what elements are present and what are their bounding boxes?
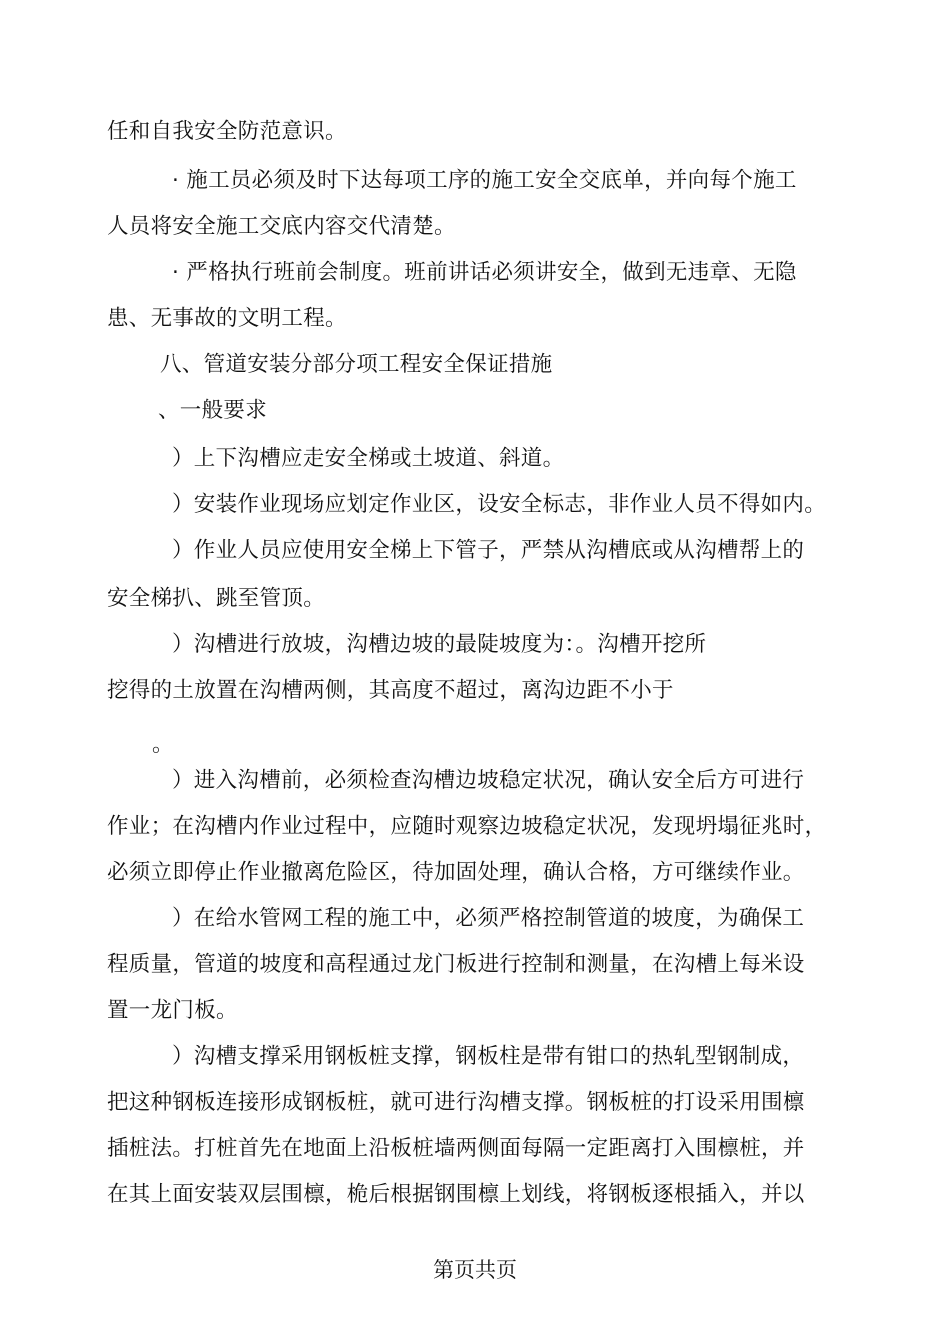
subsection-heading: 、一般要求: [158, 398, 268, 423]
text-line: 作业；在沟槽内作业过程中，应随时观察边坡稳定状况，发现坍塌征兆时，: [107, 814, 827, 839]
text-line: 程质量，管道的坡度和高程通过龙门板进行控制和测量，在沟槽上每米设: [107, 952, 805, 977]
page-footer: 第页共页: [433, 1258, 517, 1282]
text-line: 安全梯扒、跳至管顶。: [107, 586, 326, 611]
text-line: 患、无事故的文明工程。: [107, 306, 347, 331]
list-item-line: ）沟槽支撑采用钢板桩支撑，钢板柱是带有钳口的热轧型钢制成，: [172, 1044, 805, 1069]
list-item-line: ）进入沟槽前，必须检查沟槽边坡稳定状况，确认安全后方可进行: [172, 768, 805, 793]
text-line: 任和自我安全防范意识。: [107, 119, 347, 144]
text-line: 插桩法。打桩首先在地面上沿板桩墙两侧面每隔一定距离打入围檩桩，并: [107, 1136, 805, 1161]
text-line: 人员将安全施工交底内容交代清楚。: [107, 214, 456, 239]
text-line: 挖得的土放置在沟槽两侧，其高度不超过，离沟边距不小于: [107, 678, 674, 703]
text-line: 必须立即停止作业撤离危险区，待加固处理，确认合格，方可继续作业。: [107, 860, 805, 885]
text-line: 置一龙门板。: [107, 998, 238, 1023]
text-line: 把这种钢板连接形成钢板桩，就可进行沟槽支撑。钢板桩的打设采用围檩: [107, 1090, 805, 1115]
bullet-paragraph-line: · 严格执行班前会制度。班前讲话必须讲安全，做到无违章、无隐: [172, 260, 797, 285]
list-item-line: ）在给水管网工程的施工中，必须严格控制管道的坡度，为确保工: [172, 906, 805, 931]
text-line: 。: [152, 732, 174, 757]
list-item-line: ）作业人员应使用安全梯上下管子，严禁从沟槽底或从沟槽帮上的: [172, 538, 805, 563]
list-item-line: ）上下沟槽应走安全梯或土坡道、斜道。: [172, 446, 565, 471]
list-item-line: ）沟槽进行放坡，沟槽边坡的最陡坡度为：。沟槽开挖所: [172, 632, 707, 657]
text-line: 在其上面安装双层围檩，桅后根据钢围檩上划线，将钢板逐根插入，并以: [107, 1182, 805, 1207]
section-heading: 八、管道安装分部分项工程安全保证措施: [160, 352, 553, 377]
bullet-paragraph-line: · 施工员必须及时下达每项工序的施工安全交底单，并向每个施工: [172, 168, 797, 193]
list-item-line: ）安装作业现场应划定作业区，设安全标志，非作业人员不得如内。: [172, 492, 827, 517]
